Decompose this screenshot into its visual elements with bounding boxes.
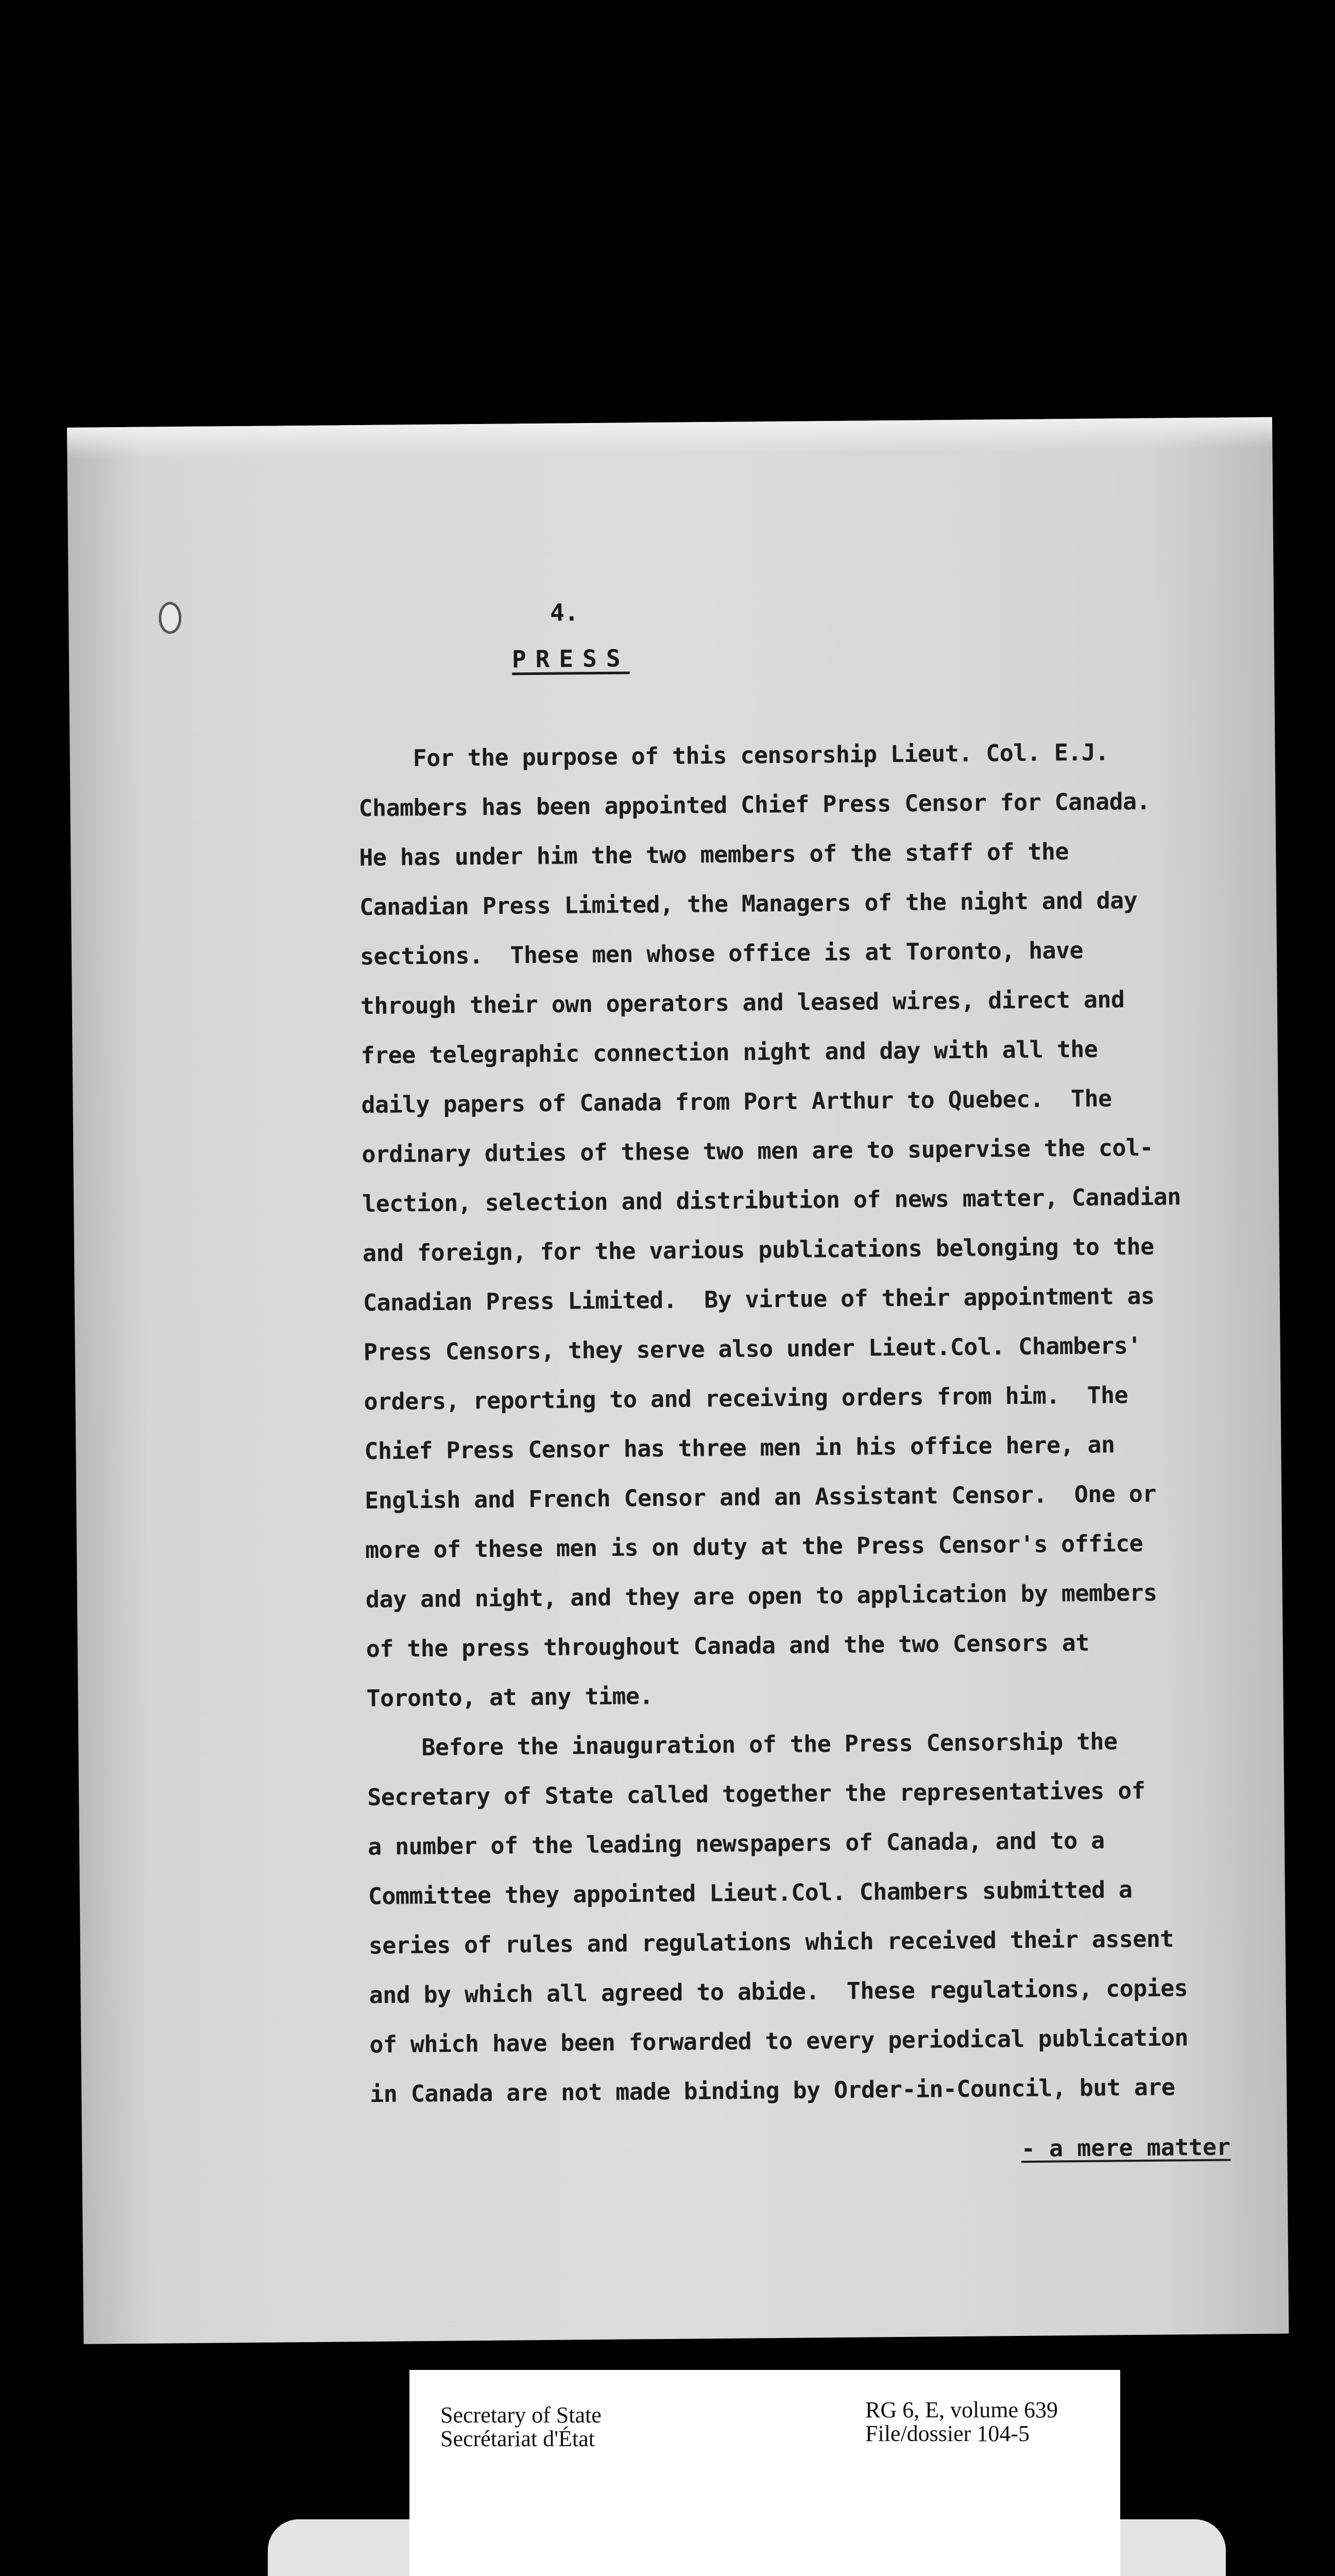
- body-text: [358, 726, 1256, 2119]
- body-line: and by which all agreed to abide. These regulations, copies: [369, 1974, 1188, 2009]
- body-line: Before the inauguration of the Press Censorship the: [367, 1727, 1118, 1762]
- body-line: and foreign, for the various publications belonging to the: [362, 1232, 1154, 1267]
- section-heading: PRESS: [511, 644, 630, 673]
- body-line: day and night, and they are open to application by members: [365, 1579, 1157, 1614]
- body-line: Canadian Press Limited, the Managers of the night and day: [359, 886, 1138, 921]
- body-line: of which have been forwarded to every periodical publication: [369, 2024, 1189, 2058]
- body-line: through their own operators and leased wires, direct and: [360, 986, 1125, 1020]
- body-line: English and French Censor and an Assistant Censor. One or: [364, 1480, 1156, 1515]
- body-line: series of rules and regulations which received their assent: [368, 1925, 1174, 1959]
- body-line: lection, selection and distribution of news matter, Canadian: [362, 1183, 1181, 1218]
- page-number: 4.: [550, 598, 579, 626]
- body-line: He has under him the two members of the staff of the: [359, 838, 1069, 872]
- body-line: orders, reporting to and receiving orders from him. The: [364, 1381, 1128, 1416]
- body-line: For the purpose of this censorship Lieut. Col. E.J.: [358, 738, 1109, 773]
- label-department-fr: Secrétariat d'État: [440, 2426, 595, 2451]
- body-line: Committee they appointed Lieut.Col. Chambers submitted a: [368, 1876, 1133, 1910]
- body-line: sections. These men whose office is at Toronto, have: [360, 936, 1084, 971]
- body-line: daily papers of Canada from Port Arthur to Quebec. The: [361, 1084, 1112, 1119]
- label-record-group: RG 6, E, volume 639: [865, 2397, 1058, 2422]
- label-reference: [865, 2398, 1058, 2446]
- body-line: of the press throughout Canada and the two Censors at: [366, 1629, 1089, 1663]
- body-line: a number of the leading newspapers of Canada, and to a: [367, 1826, 1105, 1861]
- body-line: more of these men is on duty at the Press Censor's office: [365, 1529, 1143, 1564]
- archive-reference-label: [409, 2370, 1120, 2576]
- body-line: Press Censors, they serve also under Lieut.Col. Chambers': [363, 1331, 1141, 1366]
- body-line: free telegraphic connection night and day with all the: [361, 1035, 1098, 1070]
- body-line: Toronto, at any time.: [366, 1682, 654, 1713]
- label-department: [440, 2403, 602, 2451]
- body-line: Chambers has been appointed Chief Press Censor for Canada.: [358, 787, 1151, 822]
- punch-hole: [159, 602, 182, 634]
- body-line: ordinary duties of these two men are to supervise the col-: [362, 1133, 1154, 1168]
- body-line: Chief Press Censor has three men in his office here, an: [364, 1431, 1115, 1465]
- body-line: Secretary of State called together the representatives of: [367, 1776, 1145, 1811]
- body-line: Canadian Press Limited. By virtue of their appointment as: [363, 1282, 1155, 1317]
- continuation-catchword: - a mere matter: [1021, 2133, 1231, 2162]
- label-department-en: Secretary of State: [440, 2402, 602, 2428]
- page-edge-highlight: [67, 417, 1272, 459]
- label-file-number: File/dossier 104-5: [865, 2421, 1030, 2446]
- document-page: [67, 417, 1289, 2344]
- body-line: in Canada are not made binding by Order-in-Council, but are: [370, 2073, 1175, 2108]
